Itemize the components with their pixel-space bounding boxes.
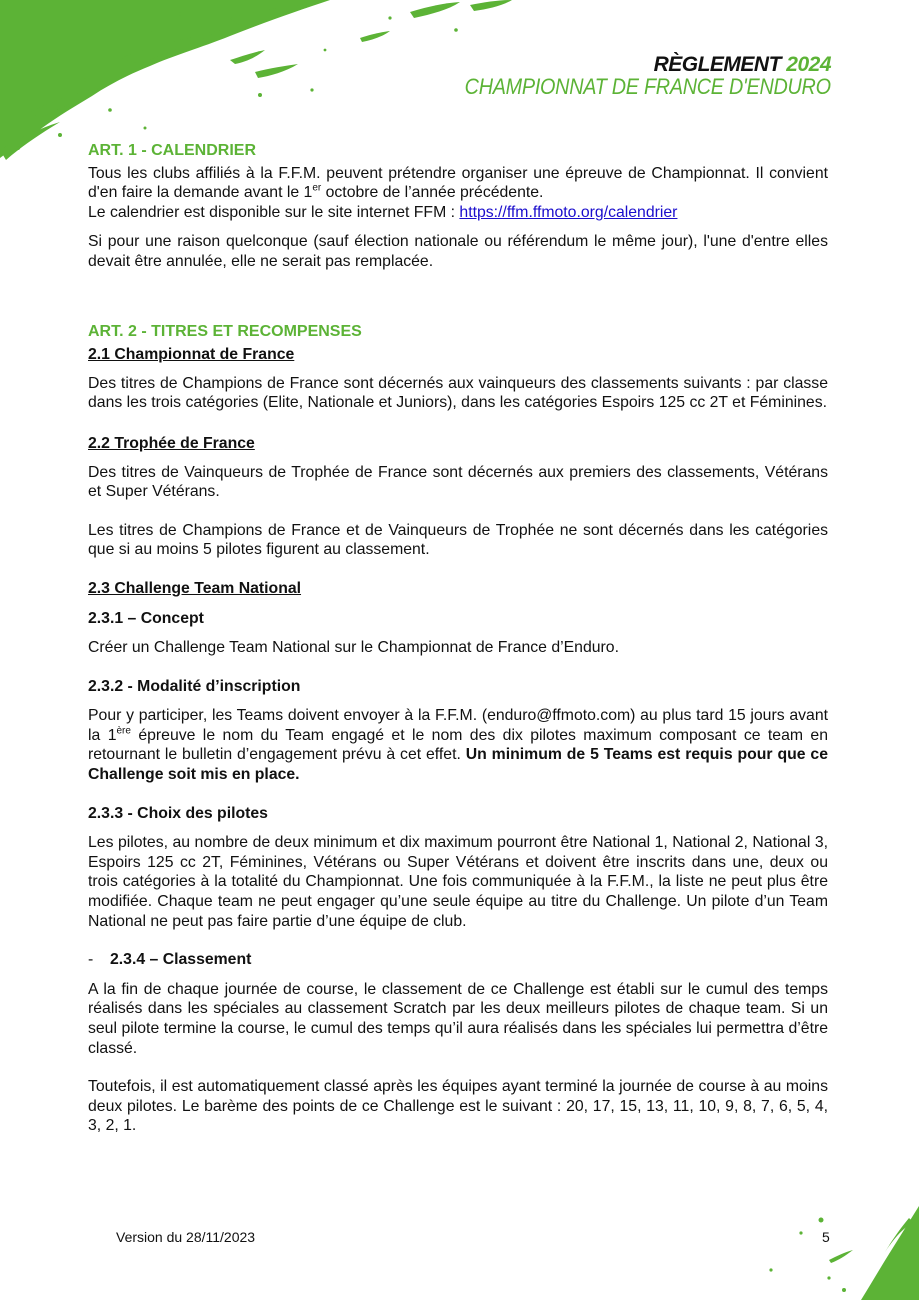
section-2-3-2-paragraph [88, 706, 828, 784]
art1-title: ART. 1 - CALENDRIER [88, 142, 257, 159]
page-number: 5 [822, 1229, 830, 1245]
art1-paragraph-1 [88, 164, 828, 223]
header-title [424, 54, 831, 75]
section-2-2-paragraph-1: Des titres de Vainqueurs de Trophée de France sont décernés aux premiers des classements, Vétérans et Super Vétérans. [88, 463, 828, 501]
list-dash: - [88, 951, 94, 969]
s232-sup: ère [116, 725, 131, 737]
section-2-3-3-title: 2.3.3 - Choix des pilotes [88, 804, 268, 822]
section-2-3-3-paragraph: Les pilotes, au nombre de deux minimum et dix maximum pourront être National 1, National 2, National 3, Espoirs 125 cc 2T, Féminines, Vétérans ou Super Vétérans et doivent être inscrits dans une, deux ou trois catégories à la totalité du Championnat. Une fois communiquée à la F.F.M., la liste ne peut plus être modifiée. Chaque team ne peut engager qu’une seule équipe au titre du Challenge. Un pilote d’un Team National ne peut pas faire partie d’une équipe de club. [88, 834, 828, 930]
s232-bold-text: Un minimum de 5 Teams est requis pour que ce Challenge soit mis en place. [88, 746, 828, 784]
document-body [88, 141, 828, 1136]
section-2-3-4-title [88, 950, 828, 970]
footer-version: Version du 28/11/2023 [116, 1229, 256, 1245]
art1-p1-text-c: Le calendrier est disponible sur le site internet FFM : [88, 203, 460, 221]
section-2-3-1-paragraph: Créer un Challenge Team National sur le Championnat de France d’Enduro. [88, 639, 619, 657]
section-2-3-1-title: 2.3.1 – Concept [88, 609, 204, 627]
section-2-3-2-title: 2.3.2 - Modalité d’inscription [88, 677, 301, 695]
section-2-3-4-paragraph-1: A la fin de chaque journée de course, le classement de ce Challenge est établi sur le cumul des temps réalisés dans les spéciales au classement Scratch par les deux meilleurs pilotes de chaque team. Si un seul pilote termine la course, le cumul des temps qu’il aura réalisés dans les spéciales lui permettra d’être classé. [88, 980, 828, 1057]
calendar-link[interactable]: https://ffm.ffmoto.org/calendrier [459, 203, 678, 221]
header-subtitle: CHAMPIONNAT DE FRANCE D'ENDURO [464, 74, 831, 99]
art1-paragraph-2: Si pour une raison quelconque (sauf élection nationale ou référendum le même jour), l'une d'entre elles devait être annulée, elle ne serait pas remplacée. [88, 233, 828, 270]
section-2-2-title: 2.2 Trophée de France [88, 434, 255, 452]
bottom-right-green-brush-decoration [749, 1200, 919, 1300]
header-title-word: RÈGLEMENT [653, 53, 781, 76]
header-title-year: 2024 [786, 53, 831, 76]
section-2-3-4-paragraph-2: Toutefois, il est automatiquement classé après les équipes ayant terminé la journée de course à au moins deux pilotes. Le barème des points de ce Challenge est le suivant : 20, 17, 15, 13, 11, 10, 9, 8, 7, 6, 5, 4, 3, 2, 1. [88, 1078, 828, 1135]
document-header [424, 54, 831, 98]
section-2-2-paragraph-2: Les titres de Champions de France et de Vainqueurs de Trophée ne sont décernés dans les catégories que si au moins 5 pilotes figurent au classement. [88, 521, 828, 559]
art1-p1-text-b: octobre de l’année précédente. [321, 184, 544, 202]
section-2-3-title: 2.3 Challenge Team National [88, 579, 302, 597]
s232-text-a: Pour y participer, les Teams doivent envoyer à la F.F.M. (enduro@ffmoto.com) au plus tard 15 jours avant la 1 [88, 707, 828, 744]
section-2-1-paragraph: Des titres de Champions de France sont décernés aux vainqueurs des classements suivants : par classe dans les trois catégories (Elite, Nationale et Juniors), dans les catégories Espoirs 125 cc 2T et Féminines. [88, 374, 828, 412]
section-2-1-title: 2.1 Championnat de France [88, 346, 295, 364]
art1-p1-text-a: Tous les clubs affiliés à la F.F.M. peuvent prétendre organiser une épreuve de Championnat. Il convient d'en faire la demande avant le 1 [88, 164, 828, 202]
art1-p1-sup: er [312, 182, 322, 194]
s234-title-text: 2.3.4 – Classement [110, 951, 252, 969]
s232-text-b: épreuve le nom du Team engagé et le nom des dix pilotes maximum composant ce team en retournant le bulletin d’engagement prévu à cet effet. [88, 726, 828, 764]
art2-title: ART. 2 - TITRES ET RECOMPENSES [88, 322, 362, 340]
